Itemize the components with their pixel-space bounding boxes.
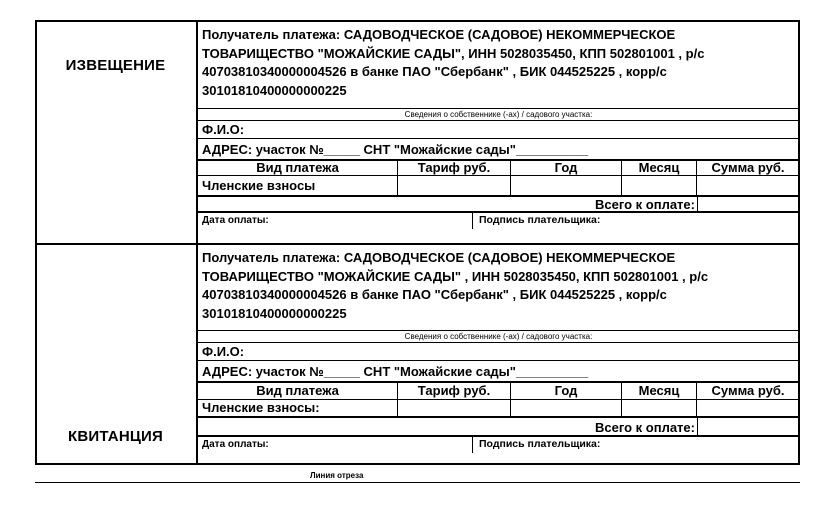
header-month: Месяц bbox=[622, 161, 697, 175]
receipt-label: КВИТАНЦИЯ bbox=[68, 428, 163, 445]
total-row bbox=[198, 417, 799, 437]
date-signature-row bbox=[198, 213, 799, 229]
payee-line: 40703810340000004526 в банке ПАО "Сбербанк" , БИК 044525225 , корр/с bbox=[202, 287, 667, 302]
total-label: Всего к оплате: bbox=[595, 197, 695, 212]
month-cell[interactable] bbox=[622, 176, 697, 195]
total-row bbox=[198, 197, 799, 213]
row-payment-type: Членские взносы bbox=[198, 176, 398, 195]
notice-section bbox=[198, 22, 799, 229]
year-cell[interactable] bbox=[511, 176, 622, 195]
payee-details bbox=[198, 245, 799, 331]
header-amount: Сумма руб. bbox=[711, 161, 785, 175]
payment-table-header bbox=[198, 383, 799, 400]
tariff-cell[interactable] bbox=[398, 400, 511, 416]
header-payment-type: Вид платежа bbox=[198, 161, 398, 175]
notice-label: ИЗВЕЩЕНИЕ bbox=[65, 57, 166, 74]
fio-field[interactable]: Ф.И.О: bbox=[198, 121, 799, 139]
cut-line bbox=[35, 482, 800, 483]
payment-date-label: Дата оплаты: bbox=[202, 215, 269, 226]
address-field[interactable]: АДРЕС: участок №_____ СНТ "Можайские сады"__________ bbox=[198, 139, 799, 161]
header-tariff: Тариф руб. bbox=[398, 383, 511, 399]
owner-info-caption: Сведения о собственнике (-ах) / садового участка: bbox=[198, 331, 799, 343]
payment-table-row bbox=[198, 176, 799, 197]
header-year: Год bbox=[511, 161, 622, 175]
owner-info-caption: Сведения о собственнике (-ах) / садового участка: bbox=[198, 109, 799, 121]
payment-table-row bbox=[198, 400, 799, 417]
total-label: Всего к оплате: bbox=[595, 420, 695, 435]
month-cell[interactable] bbox=[622, 400, 697, 416]
row-payment-type: Членские взносы: bbox=[198, 400, 398, 416]
payee-line: 40703810340000004526 в банке ПАО "Сбербанк" , БИК 044525225 , корр/с bbox=[202, 64, 667, 79]
tariff-cell[interactable] bbox=[398, 176, 511, 195]
cut-line-label: Линия отреза bbox=[310, 471, 364, 480]
payment-table-header bbox=[198, 161, 799, 176]
total-amount-cell[interactable] bbox=[697, 197, 799, 211]
payee-line: 30101810400000000225 bbox=[202, 305, 347, 321]
payee-line: Получатель платежа: САДОВОДЧЕСКОЕ (САДОВОЕ) НЕКОММЕРЧЕСКОЕ bbox=[202, 250, 676, 265]
payee-line: Получатель платежа: САДОВОДЧЕСКОЕ (САДОВОЕ) НЕКОММЕРЧЕСКОЕ bbox=[202, 27, 676, 42]
header-payment-type: Вид платежа bbox=[198, 383, 398, 399]
fio-field[interactable]: Ф.И.О: bbox=[198, 343, 799, 361]
amount-cell[interactable] bbox=[697, 176, 799, 195]
total-amount-cell[interactable] bbox=[697, 418, 799, 435]
header-tariff: Тариф руб. bbox=[398, 161, 511, 175]
header-amount: Сумма руб. bbox=[711, 383, 785, 398]
payment-date-label: Дата оплаты: bbox=[202, 439, 269, 450]
payee-line: ТОВАРИЩЕСТВО "МОЖАЙСКИЕ САДЫ", ИНН 5028035450, КПП 502801001 , р/с bbox=[202, 45, 705, 61]
signature-label: Подпись плательщика: bbox=[472, 213, 600, 229]
payee-line: 30101810400000000225 bbox=[202, 82, 347, 98]
payee-line: ТОВАРИЩЕСТВО "МОЖАЙСКИЕ САДЫ" , ИНН 5028035450, КПП 502801001 , р/с bbox=[202, 268, 709, 284]
signature-label: Подпись плательщика: bbox=[472, 437, 600, 453]
payee-details bbox=[198, 22, 799, 109]
amount-cell[interactable] bbox=[697, 400, 799, 416]
header-year: Год bbox=[511, 383, 622, 399]
header-month: Месяц bbox=[622, 383, 697, 399]
date-signature-row bbox=[198, 437, 799, 453]
receipt-section bbox=[198, 245, 799, 453]
address-field[interactable]: АДРЕС: участок №_____ СНТ "Можайские сады"__________ bbox=[198, 361, 799, 383]
year-cell[interactable] bbox=[511, 400, 622, 416]
